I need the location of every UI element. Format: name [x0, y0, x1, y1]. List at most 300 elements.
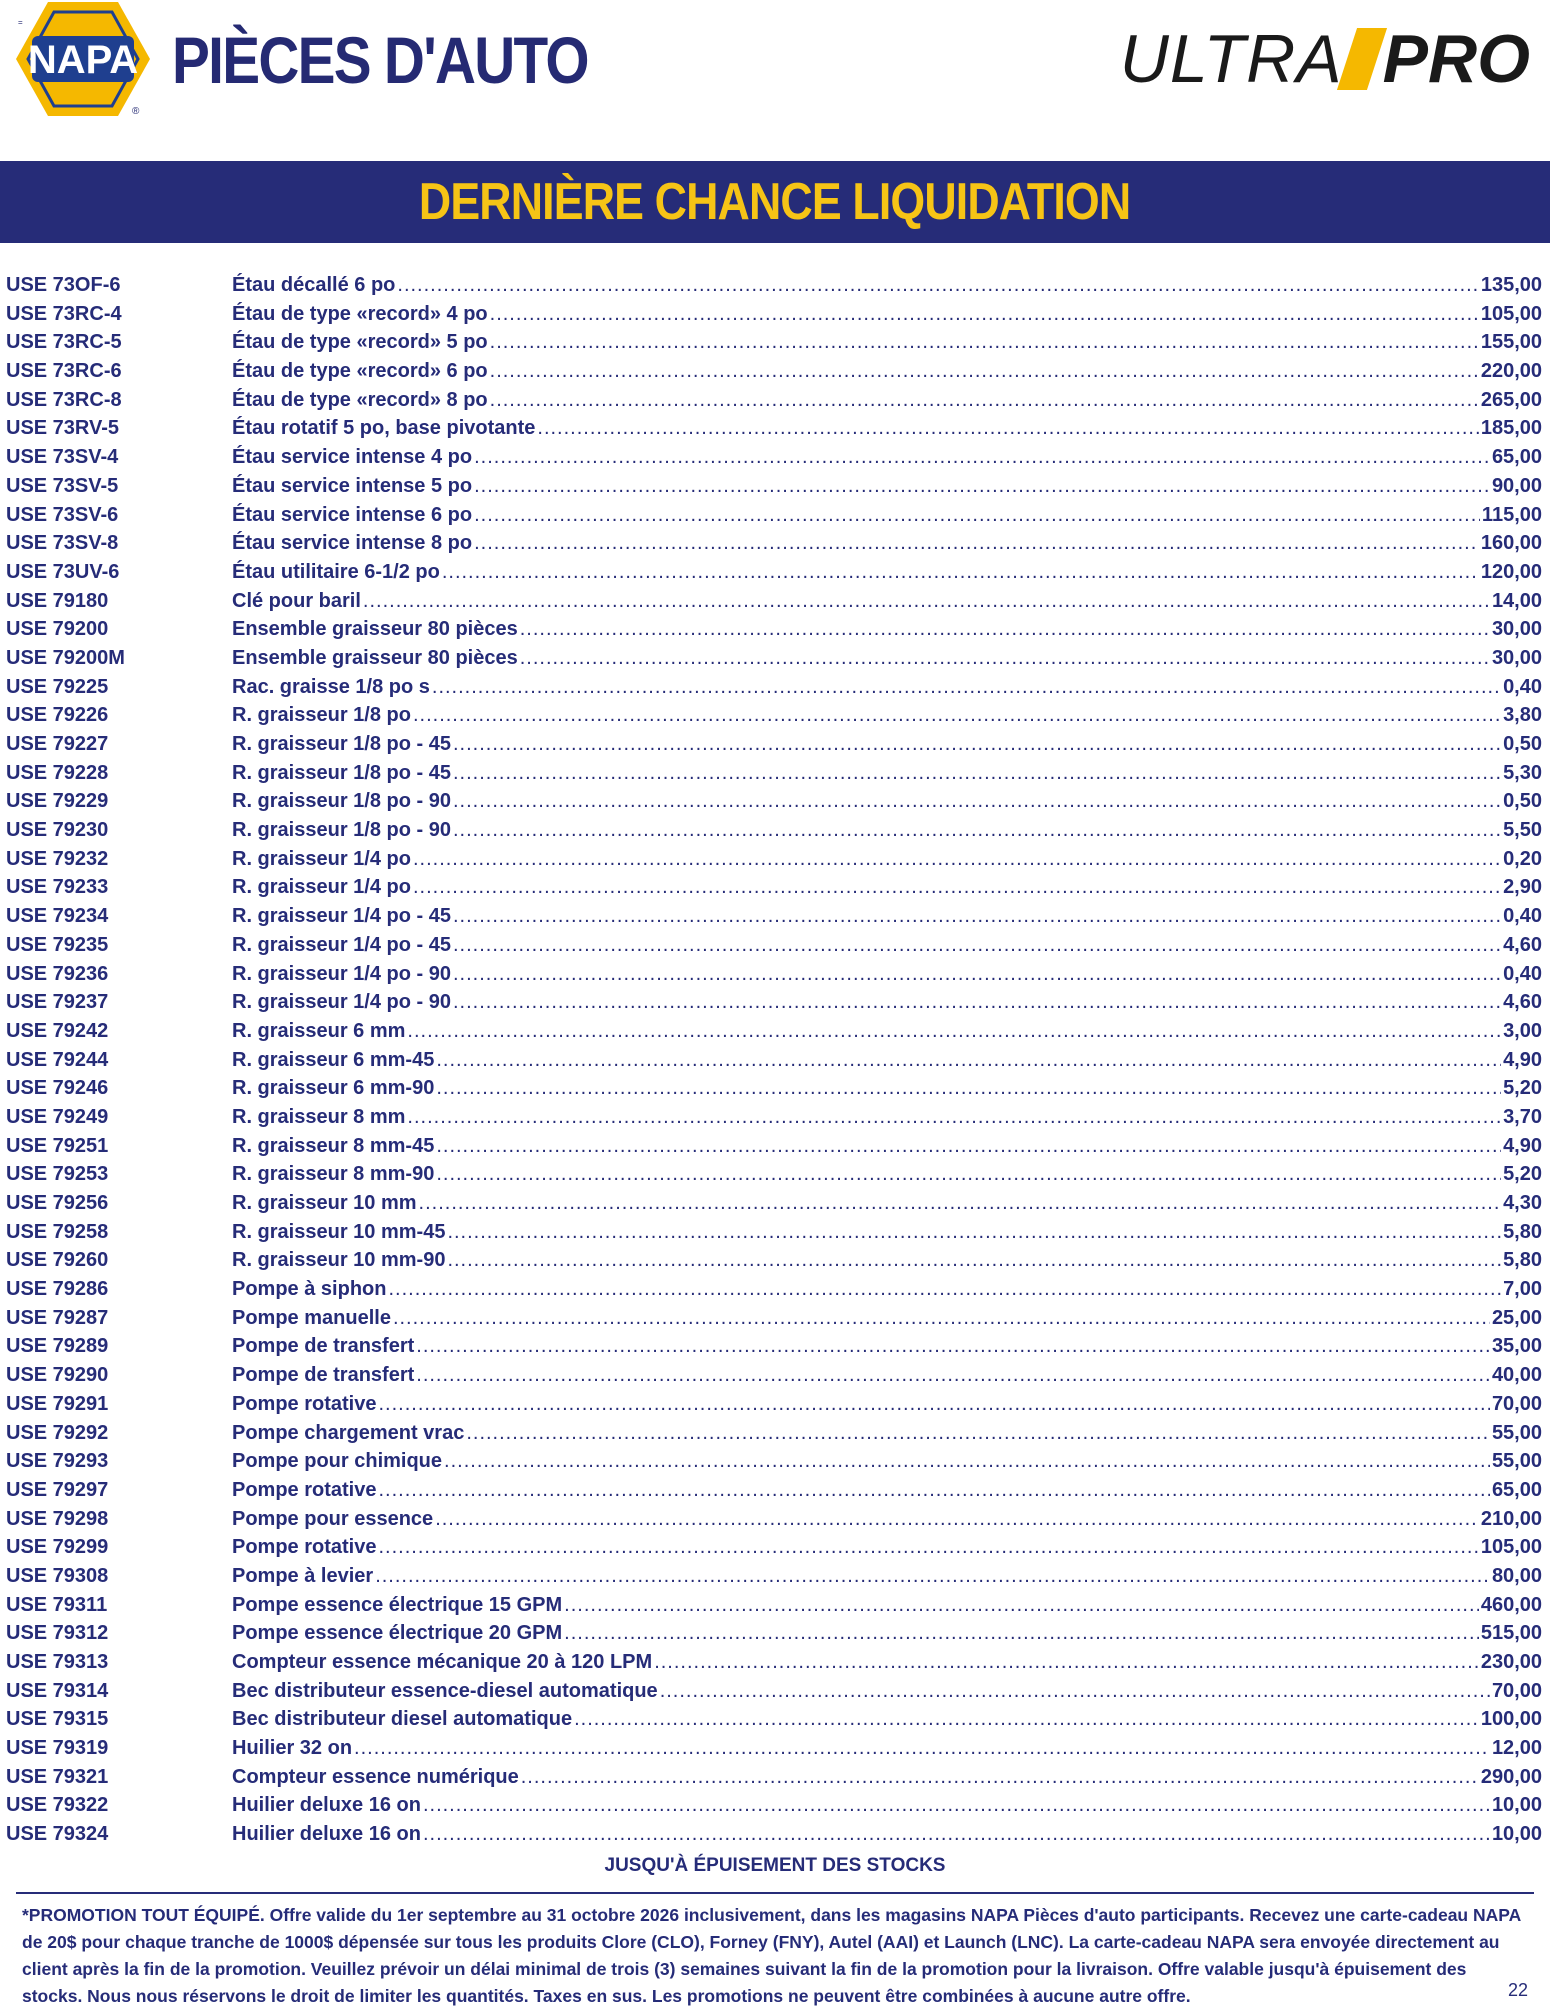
list-item	[0, 702, 1550, 731]
dot-leader	[436, 1077, 1501, 1100]
item-code: USE 79249	[6, 1105, 109, 1128]
list-item	[0, 415, 1550, 444]
list-item	[0, 1821, 1550, 1850]
item-line	[232, 934, 1542, 957]
item-price: 70,00	[1491, 1392, 1542, 1415]
item-price: 210,00	[1480, 1507, 1542, 1530]
item-price: 55,00	[1491, 1421, 1542, 1444]
item-description: R. graisseur 8 mm-45	[232, 1134, 435, 1157]
item-line	[232, 762, 1542, 785]
dot-leader	[436, 1163, 1501, 1186]
dot-leader	[375, 1565, 1490, 1588]
item-line	[232, 733, 1542, 756]
item-description: R. graisseur 6 mm-45	[232, 1048, 435, 1071]
item-price: 0,50	[1503, 790, 1542, 813]
item-line	[232, 991, 1542, 1014]
item-line	[232, 618, 1542, 641]
item-price: 4,60	[1503, 991, 1542, 1014]
item-price: 460,00	[1480, 1593, 1542, 1616]
item-code: USE 79229	[6, 790, 109, 813]
item-price: 2,90	[1503, 876, 1542, 899]
item-price: 10,00	[1491, 1794, 1542, 1817]
item-line	[232, 1508, 1542, 1531]
dot-leader	[474, 504, 1480, 527]
dot-leader	[564, 1622, 1479, 1645]
item-description: R. graisseur 1/4 po	[232, 876, 411, 899]
item-code: USE 79253	[6, 1163, 109, 1186]
item-price: 4,90	[1503, 1134, 1542, 1157]
dot-leader	[453, 934, 1501, 957]
item-price: 3,00	[1503, 1019, 1542, 1042]
list-item	[0, 1706, 1550, 1735]
brand-title: PIÈCES D'AUTO	[172, 23, 588, 97]
list-item	[0, 1649, 1550, 1678]
list-item	[0, 301, 1550, 330]
item-line	[232, 1565, 1542, 1588]
dot-leader	[378, 1393, 1489, 1416]
item-price: 5,80	[1503, 1220, 1542, 1243]
item-code: USE 79226	[6, 704, 109, 727]
item-line	[232, 1278, 1542, 1301]
item-line	[232, 1135, 1542, 1158]
item-price: 0,40	[1503, 675, 1542, 698]
list-item	[0, 760, 1550, 789]
list-item	[0, 387, 1550, 416]
item-code: USE 79237	[6, 991, 109, 1014]
dot-leader	[442, 561, 1479, 584]
item-line	[232, 790, 1542, 813]
dot-leader	[388, 1278, 1501, 1301]
dot-leader	[444, 1450, 1490, 1473]
item-description: Étau utilitaire 6-1/2 po	[232, 560, 440, 583]
list-item	[0, 1391, 1550, 1420]
footer-divider	[16, 1892, 1534, 1894]
list-item	[0, 817, 1550, 846]
item-code: USE 79287	[6, 1306, 109, 1329]
dot-leader	[416, 1335, 1490, 1358]
item-code: USE 79298	[6, 1507, 109, 1530]
item-code: USE 73RC-4	[6, 302, 122, 325]
list-item	[0, 588, 1550, 617]
list-item	[0, 674, 1550, 703]
item-line	[232, 504, 1542, 527]
item-price: 4,60	[1503, 933, 1542, 956]
dot-leader	[490, 360, 1479, 383]
item-code: USE 79256	[6, 1192, 109, 1214]
item-price: 155,00	[1480, 331, 1542, 354]
item-code: USE 79286	[6, 1278, 109, 1301]
dot-leader	[354, 1737, 1490, 1760]
list-item	[0, 1448, 1550, 1477]
item-price: 70,00	[1491, 1679, 1542, 1702]
item-line	[232, 1622, 1542, 1645]
item-price: 3,70	[1503, 1105, 1542, 1128]
list-item	[0, 1620, 1550, 1649]
dot-leader	[521, 1766, 1479, 1789]
dot-leader	[423, 1794, 1490, 1817]
item-description: R. graisseur 1/4 po - 45	[232, 905, 451, 928]
item-description: Pompe essence électrique 15 GPM	[232, 1593, 563, 1616]
item-description: Étau de type «record» 4 po	[232, 302, 488, 325]
item-description: Pompe de transfert	[232, 1335, 415, 1358]
price-list	[0, 272, 1550, 1850]
dot-leader	[447, 1249, 1501, 1272]
dot-leader	[363, 590, 1490, 613]
list-item	[0, 645, 1550, 674]
item-price: 4,30	[1503, 1192, 1542, 1214]
item-price: 115,00	[1481, 503, 1542, 526]
item-line	[232, 963, 1542, 986]
dot-leader	[378, 1536, 1478, 1559]
item-description: R. graisseur 10 mm-90	[232, 1249, 446, 1272]
item-code: USE 79258	[6, 1220, 109, 1243]
item-description: R. graisseur 1/8 po - 45	[232, 733, 451, 755]
dot-leader	[453, 819, 1501, 842]
item-line	[232, 647, 1542, 670]
list-item	[0, 1075, 1550, 1104]
item-code: USE 79227	[6, 733, 109, 755]
item-price: 4,90	[1503, 1048, 1542, 1071]
item-code: USE 79235	[6, 933, 109, 956]
item-price: 12,00	[1491, 1737, 1542, 1760]
item-price: 25,00	[1491, 1306, 1542, 1329]
dot-leader	[453, 963, 1501, 986]
item-code: USE 79236	[6, 962, 109, 985]
list-item	[0, 846, 1550, 875]
dot-leader	[564, 1594, 1479, 1617]
item-description: Bec distributeur essence-diesel automatique	[232, 1679, 658, 1702]
list-item	[0, 530, 1550, 559]
item-line	[232, 1594, 1542, 1617]
list-item	[0, 329, 1550, 358]
item-code: USE 73SV-6	[6, 503, 119, 526]
item-code: USE 73RC-6	[6, 360, 122, 383]
list-item	[0, 559, 1550, 588]
item-line	[232, 1364, 1542, 1387]
list-item	[0, 473, 1550, 502]
item-line	[232, 475, 1542, 498]
item-description: R. graisseur 1/8 po	[232, 704, 411, 727]
item-line	[232, 819, 1542, 842]
item-description: Étau rotatif 5 po, base pivotante	[232, 417, 536, 440]
item-price: 3,80	[1503, 704, 1542, 727]
list-item	[0, 616, 1550, 645]
dot-leader	[490, 331, 1479, 354]
item-line	[232, 1823, 1542, 1846]
item-description: Huilier 32 on	[232, 1737, 353, 1760]
item-line	[232, 1020, 1542, 1043]
item-description: Étau service intense 5 po	[232, 474, 473, 497]
item-description: R. graisseur 1/8 po - 90	[232, 819, 451, 842]
list-item	[0, 502, 1550, 531]
item-description: Pompe manuelle	[232, 1306, 391, 1329]
list-item	[0, 1534, 1550, 1563]
item-code: USE 73SV-5	[6, 474, 119, 497]
item-price: 105,00	[1480, 1536, 1542, 1559]
dot-leader	[520, 618, 1490, 641]
item-code: USE 73SV-8	[6, 532, 119, 555]
item-line	[232, 1221, 1542, 1244]
item-code: USE 79233	[6, 876, 109, 899]
item-code: USE 79225	[6, 675, 109, 698]
list-item	[0, 1477, 1550, 1506]
item-code: USE 79319	[6, 1737, 109, 1760]
item-line	[232, 1422, 1542, 1445]
item-code: USE 79230	[6, 819, 109, 842]
tiny-mark: =	[18, 18, 23, 27]
item-description: Compteur essence numérique	[232, 1765, 519, 1788]
item-line	[232, 1307, 1542, 1330]
item-price: 5,20	[1503, 1077, 1542, 1100]
dot-leader	[453, 733, 1501, 756]
item-line	[232, 1049, 1542, 1072]
item-code: USE 79290	[6, 1364, 109, 1387]
page-header	[0, 0, 1550, 160]
item-description: Clé pour baril	[232, 589, 361, 612]
item-line	[232, 1335, 1542, 1358]
item-line	[232, 1163, 1542, 1186]
item-line	[232, 1077, 1542, 1100]
dot-leader	[537, 417, 1478, 440]
item-description: Rac. graisse 1/8 po s	[232, 675, 430, 698]
item-description: R. graisseur 1/8 po - 45	[232, 761, 451, 784]
list-item	[0, 874, 1550, 903]
item-code: USE 79291	[6, 1392, 109, 1415]
dot-leader	[490, 389, 1479, 412]
dot-leader	[393, 1307, 1490, 1330]
item-price: 90,00	[1491, 474, 1542, 497]
item-code: USE 79234	[6, 905, 109, 928]
dot-leader	[397, 274, 1478, 297]
item-price: 0,40	[1503, 962, 1542, 985]
item-line	[232, 274, 1542, 297]
list-item	[0, 1190, 1550, 1219]
list-item	[0, 1592, 1550, 1621]
stock-note: JUSQU'À ÉPUISEMENT DES STOCKS	[604, 1855, 946, 1876]
item-description: Pompe rotative	[232, 1392, 377, 1415]
item-code: USE 73RC-5	[6, 331, 122, 354]
item-price: 65,00	[1491, 1478, 1542, 1501]
item-line	[232, 1106, 1542, 1129]
ultrapro-pro: PRO	[1382, 21, 1530, 97]
item-description: Huilier deluxe 16 on	[232, 1794, 421, 1817]
dot-leader	[419, 1192, 1502, 1215]
dot-leader	[474, 532, 1479, 555]
list-item	[0, 1161, 1550, 1190]
item-description: Étau de type «record» 5 po	[232, 331, 488, 354]
item-line	[232, 1192, 1542, 1215]
list-item	[0, 1764, 1550, 1793]
item-code: USE 73RV-5	[6, 417, 120, 440]
item-code: USE 73UV-6	[6, 560, 120, 583]
item-code: USE 79299	[6, 1536, 109, 1559]
item-price: 5,80	[1503, 1249, 1542, 1272]
list-item	[0, 1420, 1550, 1449]
item-line	[232, 1680, 1542, 1703]
item-line	[232, 360, 1542, 383]
item-code: USE 79314	[6, 1679, 109, 1702]
item-code: USE 79246	[6, 1077, 109, 1100]
item-code: USE 79322	[6, 1794, 109, 1817]
item-code: USE 79289	[6, 1335, 109, 1358]
item-price: 5,50	[1503, 819, 1542, 842]
dot-leader	[436, 1049, 1501, 1072]
dot-leader	[654, 1651, 1479, 1674]
list-item	[0, 1362, 1550, 1391]
dot-leader	[453, 905, 1501, 928]
item-price: 0,50	[1503, 733, 1542, 755]
item-description: Compteur essence mécanique 20 à 120 LPM	[232, 1651, 653, 1673]
list-item	[0, 1305, 1550, 1334]
item-code: USE 79260	[6, 1249, 109, 1272]
dot-leader	[413, 876, 1501, 899]
item-description: Ensemble graisseur 80 pièces	[232, 618, 518, 641]
item-description: Pompe pour chimique	[232, 1450, 443, 1473]
title-banner	[0, 161, 1550, 243]
item-price: 5,30	[1503, 761, 1542, 784]
item-description: R. graisseur 8 mm	[232, 1105, 406, 1128]
item-line	[232, 676, 1542, 699]
item-code: USE 79200M	[6, 646, 125, 669]
item-line	[232, 1249, 1542, 1272]
item-price: 65,00	[1491, 446, 1542, 469]
item-line	[232, 1393, 1542, 1416]
item-code: USE 79297	[6, 1478, 109, 1501]
item-description: Ensemble graisseur 80 pièces	[232, 646, 518, 669]
item-line	[232, 446, 1542, 469]
item-price: 35,00	[1491, 1335, 1542, 1358]
dot-leader	[407, 1020, 1501, 1043]
item-description: R. graisseur 6 mm	[232, 1019, 406, 1042]
item-description: Étau de type «record» 8 po	[232, 388, 488, 411]
dot-leader	[466, 1422, 1490, 1445]
list-item	[0, 1276, 1550, 1305]
list-item	[0, 444, 1550, 473]
napa-logo	[14, 0, 152, 118]
item-price: 105,00	[1480, 302, 1542, 325]
item-description: Pompe à siphon	[232, 1278, 387, 1301]
item-line	[232, 1766, 1542, 1789]
item-price: 265,00	[1480, 388, 1542, 411]
item-description: Pompe de transfert	[232, 1364, 415, 1387]
item-description: Pompe chargement vrac	[232, 1421, 465, 1444]
list-item	[0, 272, 1550, 301]
item-line	[232, 848, 1542, 871]
dot-leader	[520, 647, 1490, 670]
dot-leader	[574, 1708, 1479, 1731]
item-code: USE 79242	[6, 1019, 109, 1042]
item-code: USE 79232	[6, 847, 109, 870]
dot-leader	[453, 762, 1501, 785]
item-description: R. graisseur 1/4 po - 90	[232, 991, 451, 1014]
list-item	[0, 1506, 1550, 1535]
registered-mark: ®	[132, 106, 140, 117]
dot-leader	[490, 303, 1479, 326]
item-line	[232, 905, 1542, 928]
item-description: Pompe essence électrique 20 GPM	[232, 1622, 563, 1645]
item-description: Étau service intense 6 po	[232, 503, 473, 526]
dot-leader	[416, 1364, 1490, 1387]
item-line	[232, 590, 1542, 613]
item-price: 515,00	[1480, 1622, 1542, 1645]
item-line	[232, 1708, 1542, 1731]
item-price: 30,00	[1491, 618, 1542, 641]
ultrapro-slash-icon	[1337, 28, 1387, 90]
item-description: R. graisseur 8 mm-90	[232, 1163, 435, 1186]
item-description: Étau service intense 8 po	[232, 532, 473, 555]
item-code: USE 79251	[6, 1134, 109, 1157]
promotion-footnote: *PROMOTION TOUT ÉQUIPÉ. Offre valide du 1er septembre au 31 octobre 2026 inclusivement, dans les magasins NAPA Pièces d'auto participants. Recevez une carte-cadeau NAPA de 20$ pour chaque tranche de 1000$ dépensée sur tous les produits Clore (CLO), Forney (FNY), Autel (AAI) et Launch (LNC). La carte-cadeau NAPA sera envoyée directement au client après la fin de la promotion. Veuillez prévoir un délai minimal de trois (3) semaines suivant la fin de la promotion pour la livraison. Offre valable jusqu'à épuisement des stocks. Nous nous réservons le droit de limiter les quantités. Taxes en sus. Les promotions ne peuvent être combinées à aucune autre offre.	[22, 1905, 1521, 2006]
item-code: USE 73RC-8	[6, 388, 122, 411]
list-item	[0, 1133, 1550, 1162]
item-description: R. graisseur 6 mm-90	[232, 1077, 435, 1100]
item-price: 7,00	[1503, 1278, 1542, 1301]
item-code: USE 79292	[6, 1421, 109, 1444]
list-item	[0, 1247, 1550, 1276]
ultrapro-logo	[1120, 20, 1530, 98]
item-description: Pompe pour essence	[232, 1507, 434, 1530]
item-price: 290,00	[1480, 1765, 1542, 1788]
item-code: USE 73SV-4	[6, 446, 119, 469]
item-description: Pompe rotative	[232, 1478, 377, 1501]
item-price: 135,00	[1480, 274, 1542, 296]
list-item	[0, 961, 1550, 990]
banner-title: DERNIÈRE CHANCE LIQUIDATION	[419, 173, 1131, 231]
item-line	[232, 331, 1542, 354]
item-code: USE 79308	[6, 1564, 109, 1587]
item-description: Pompe à levier	[232, 1564, 374, 1587]
item-line	[232, 1737, 1542, 1760]
item-description: Étau service intense 4 po	[232, 446, 473, 469]
item-description: R. graisseur 1/4 po	[232, 847, 411, 870]
dot-leader	[378, 1479, 1489, 1502]
item-line	[232, 1479, 1542, 1502]
napa-logo-text: NAPA	[27, 38, 139, 82]
item-line	[232, 876, 1542, 899]
list-item	[0, 1678, 1550, 1707]
list-item	[0, 1333, 1550, 1362]
item-line	[232, 1536, 1542, 1559]
list-item	[0, 358, 1550, 387]
item-price: 160,00	[1480, 532, 1542, 555]
list-item	[0, 1792, 1550, 1821]
list-item	[0, 989, 1550, 1018]
dot-leader	[474, 446, 1490, 469]
item-code: USE 79244	[6, 1048, 109, 1071]
item-price: 30,00	[1491, 646, 1542, 669]
item-code: USE 79313	[6, 1651, 109, 1673]
item-description: R. graisseur 1/4 po - 90	[232, 962, 451, 985]
item-code: USE 79315	[6, 1708, 109, 1731]
item-description: R. graisseur 1/4 po - 45	[232, 933, 451, 956]
item-description: Pompe rotative	[232, 1536, 377, 1559]
dot-leader	[413, 848, 1501, 871]
item-line	[232, 704, 1542, 727]
item-price: 120,00	[1480, 560, 1542, 583]
item-line	[232, 1794, 1542, 1817]
list-item	[0, 788, 1550, 817]
dot-leader	[660, 1680, 1490, 1703]
dot-leader	[413, 704, 1501, 727]
item-description: R. graisseur 1/8 po - 90	[232, 790, 451, 813]
item-price: 230,00	[1480, 1651, 1542, 1673]
list-item	[0, 731, 1550, 760]
item-price: 10,00	[1491, 1823, 1542, 1846]
item-code: USE 79180	[6, 589, 109, 612]
item-price: 55,00	[1491, 1450, 1542, 1473]
list-item	[0, 1104, 1550, 1133]
dot-leader	[407, 1106, 1501, 1129]
